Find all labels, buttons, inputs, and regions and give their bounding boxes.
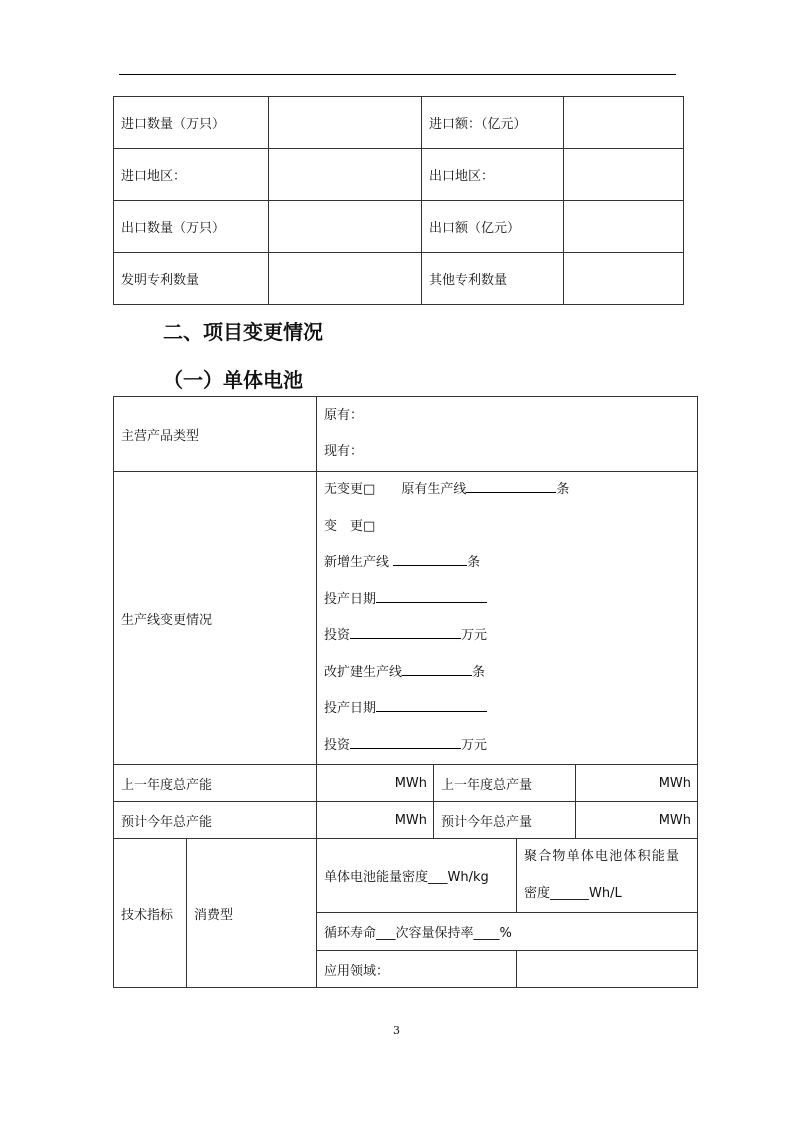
table-row bbox=[114, 472, 698, 765]
import-region-label: 进口地区： bbox=[114, 149, 269, 201]
export-region-field[interactable] bbox=[564, 149, 684, 201]
trade-patent-table bbox=[113, 96, 684, 305]
import-amount-field[interactable] bbox=[564, 97, 684, 149]
invest-unit: 万元 bbox=[461, 737, 488, 753]
section-heading: 二、项目变更情况 bbox=[163, 320, 323, 344]
invest-blank[interactable] bbox=[350, 734, 461, 749]
expected-output-label: 预计今年总产量 bbox=[434, 802, 576, 839]
new-lines-unit: 条 bbox=[467, 555, 481, 570]
energy-density-field[interactable]: 单体电池能量密度___Wh/kg bbox=[317, 839, 517, 913]
start-date-label: 投产日期 bbox=[324, 701, 377, 716]
table-row bbox=[114, 149, 684, 201]
table-row bbox=[114, 97, 684, 149]
invest-blank[interactable] bbox=[350, 624, 461, 639]
expand-lines-blank[interactable] bbox=[402, 661, 472, 676]
subsection-heading: （一）单体电池 bbox=[163, 368, 303, 392]
application-field-label: 应用领域： bbox=[317, 951, 517, 988]
original-type: 原有： bbox=[324, 407, 364, 423]
current-type: 现有： bbox=[324, 444, 364, 459]
import-amount-label: 进口额：（亿元） bbox=[422, 97, 564, 149]
export-region-label: 出口地区： bbox=[422, 149, 564, 201]
expected-capacity-label: 预计今年总产能 bbox=[114, 802, 317, 839]
import-qty-label: 进口数量（万只） bbox=[114, 97, 269, 149]
table-row bbox=[114, 839, 698, 913]
start-date-blank[interactable] bbox=[376, 697, 487, 712]
main-product-type-label: 主营产品类型 bbox=[114, 397, 317, 472]
polymer-density-line-1: 聚合物单体电池体积能量 bbox=[524, 849, 681, 864]
cell-battery-table bbox=[113, 396, 698, 988]
expand-lines-unit: 条 bbox=[472, 664, 486, 680]
header-rule bbox=[119, 74, 676, 75]
invest-unit: 万元 bbox=[461, 628, 488, 643]
no-change-line bbox=[324, 472, 697, 509]
line-change-label: 生产线变更情况 bbox=[114, 472, 317, 765]
change-checkbox[interactable]: 变 更□ bbox=[324, 518, 376, 534]
line-change-field[interactable] bbox=[317, 472, 698, 765]
last-output-field[interactable]: MWh bbox=[576, 765, 698, 802]
invest-label: 投资 bbox=[324, 628, 351, 643]
invest-line-1 bbox=[324, 618, 697, 655]
table-row bbox=[114, 201, 684, 253]
import-qty-field[interactable] bbox=[269, 97, 422, 149]
other-patent-label: 其他专利数量 bbox=[422, 253, 564, 305]
export-amount-label: 出口额（亿元） bbox=[422, 201, 564, 253]
orig-lines-unit: 条 bbox=[556, 482, 570, 497]
invest-label: 投资 bbox=[324, 737, 351, 753]
expected-capacity-field[interactable]: MWh bbox=[317, 802, 434, 839]
other-patent-field[interactable] bbox=[564, 253, 684, 305]
expected-output-field[interactable]: MWh bbox=[576, 802, 698, 839]
start-date-label: 投产日期 bbox=[324, 591, 377, 607]
orig-lines-label: 原有生产线 bbox=[401, 482, 467, 497]
last-capacity-field[interactable]: MWh bbox=[317, 765, 434, 802]
expand-lines-label: 改扩建生产线 bbox=[324, 664, 403, 680]
start-date-blank[interactable] bbox=[376, 588, 487, 603]
polymer-density-line-2: 密度______Wh/L bbox=[524, 885, 622, 901]
new-lines-line bbox=[324, 545, 697, 582]
table-row bbox=[114, 397, 698, 472]
start-date-line-2 bbox=[324, 691, 697, 728]
last-output-label: 上一年度总产量 bbox=[434, 765, 576, 802]
page-number: 3 bbox=[393, 1024, 400, 1037]
orig-lines-blank[interactable] bbox=[466, 478, 556, 493]
no-change-checkbox[interactable]: 无变更□ bbox=[324, 482, 376, 497]
invention-patent-field[interactable] bbox=[269, 253, 422, 305]
import-region-field[interactable] bbox=[269, 149, 422, 201]
application-field-input[interactable] bbox=[517, 951, 698, 988]
expand-lines-line bbox=[324, 655, 697, 692]
invention-patent-label: 发明专利数量 bbox=[114, 253, 269, 305]
polymer-density-field[interactable] bbox=[517, 839, 698, 913]
new-lines-label: 新增生产线 bbox=[324, 555, 390, 570]
main-product-type-field[interactable] bbox=[317, 397, 698, 472]
last-capacity-label: 上一年度总产能 bbox=[114, 765, 317, 802]
new-lines-blank[interactable] bbox=[393, 551, 467, 566]
start-date-line-1 bbox=[324, 582, 697, 619]
table-row bbox=[114, 802, 698, 839]
table-row bbox=[114, 765, 698, 802]
export-qty-label: 出口数量（万只） bbox=[114, 201, 269, 253]
tech-index-label: 技术指标 bbox=[114, 839, 187, 988]
export-amount-field[interactable] bbox=[564, 201, 684, 253]
export-qty-field[interactable] bbox=[269, 201, 422, 253]
table-row bbox=[114, 253, 684, 305]
invest-line-2 bbox=[324, 728, 697, 765]
cycle-life-field[interactable]: 循环寿命___次容量保持率____% bbox=[317, 913, 698, 951]
consumer-type-label: 消费型 bbox=[187, 839, 317, 988]
